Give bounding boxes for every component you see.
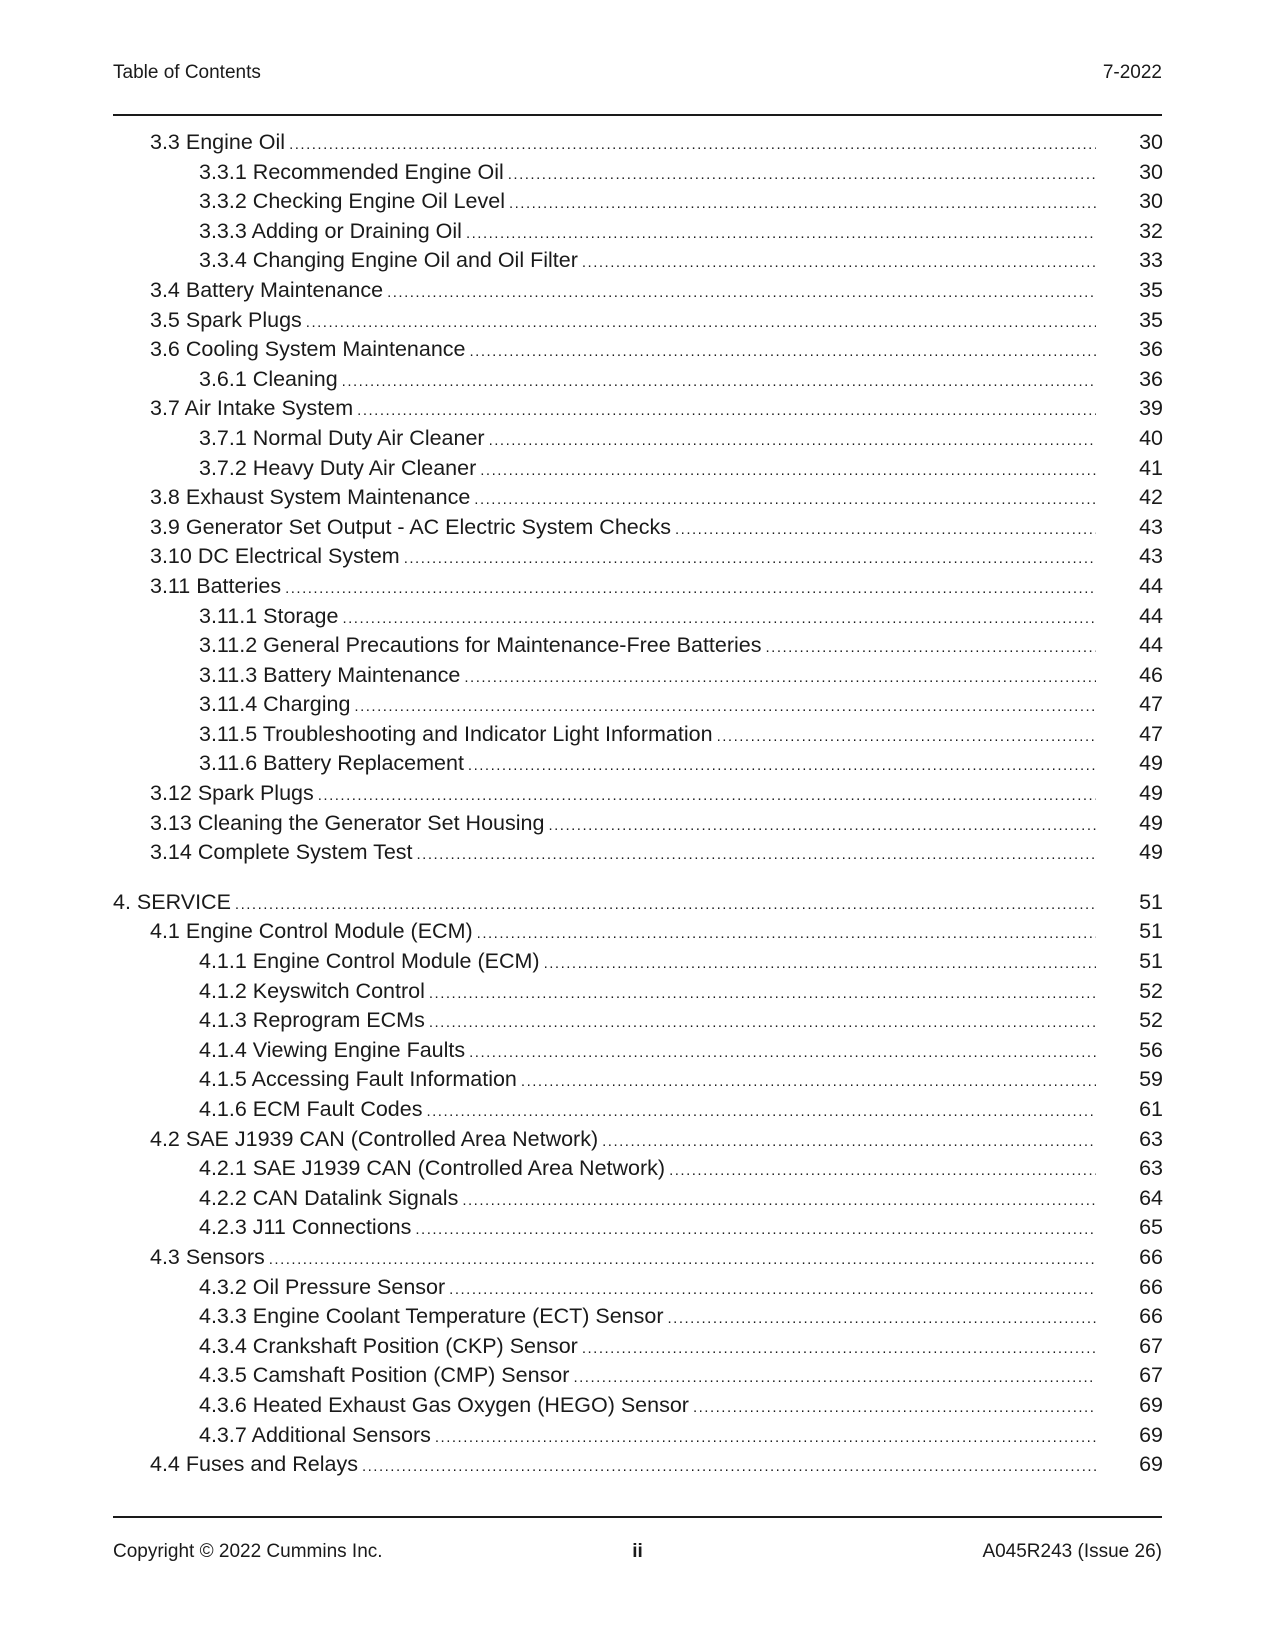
toc-entry-page: 39: [1139, 396, 1163, 421]
toc-entry[interactable]: [113, 1275, 1163, 1305]
dot-leader: [477, 925, 1096, 942]
dot-leader: [669, 1162, 1096, 1179]
toc-entry-leader: [113, 1363, 1096, 1388]
dot-leader: [435, 1429, 1096, 1446]
toc-entry[interactable]: [113, 278, 1163, 308]
toc-entry[interactable]: [113, 1393, 1163, 1423]
dot-leader: [462, 1192, 1096, 1209]
toc-entry-page: 43: [1139, 544, 1163, 569]
toc-entry-page: 33: [1139, 248, 1163, 273]
toc-entry-title: 3.3.3 Adding or Draining Oil: [199, 218, 462, 243]
toc-entry-title: 4.4 Fuses and Relays: [150, 1452, 358, 1477]
toc-entry[interactable]: [113, 811, 1163, 841]
toc-entry-title: 4.2.2 CAN Datalink Signals: [199, 1185, 459, 1210]
toc-entry-leader: [113, 130, 1096, 155]
toc-entry[interactable]: [113, 949, 1163, 979]
toc-entry-leader: [113, 574, 1096, 599]
dot-leader: [766, 639, 1097, 656]
toc-entry-title: 4.3.3 Engine Coolant Temperature (ECT) Sensor: [199, 1304, 664, 1329]
toc-entry[interactable]: [113, 1067, 1163, 1097]
toc-entry-title: 3.6 Cooling System Maintenance: [150, 337, 466, 362]
toc-entry-title: 4.1.6 ECM Fault Codes: [199, 1097, 423, 1121]
toc-entry[interactable]: [113, 979, 1163, 1009]
toc-entry-title: 3.7.2 Heavy Duty Air Cleaner: [199, 455, 477, 480]
toc-entry-title: 4.2.3 J11 Connections: [199, 1215, 412, 1240]
toc-entry[interactable]: [113, 544, 1163, 574]
toc-entry-leader: [113, 840, 1096, 865]
toc-entry-leader: [113, 1393, 1096, 1418]
toc-entry-page: 51: [1139, 889, 1163, 914]
toc-entry-page: 44: [1139, 633, 1163, 658]
dot-leader: [717, 728, 1096, 745]
toc-entry-leader: [113, 1067, 1096, 1092]
toc-entry[interactable]: [113, 604, 1163, 634]
toc-entry-leader: [113, 781, 1096, 806]
toc-entry[interactable]: [113, 219, 1163, 249]
dot-leader: [544, 955, 1096, 972]
toc-entry-title: 4.1 Engine Control Module (ECM): [150, 919, 473, 944]
toc-entry[interactable]: [113, 1215, 1163, 1245]
toc-entry[interactable]: [113, 840, 1163, 870]
toc-entry[interactable]: [113, 1186, 1163, 1216]
toc-entry-leader: [113, 396, 1096, 421]
toc-entry-page: 35: [1139, 307, 1163, 332]
toc-entry-leader: [113, 1215, 1096, 1240]
toc-entry-leader: [113, 979, 1096, 1004]
toc-entry-title: 3.11.3 Battery Maintenance: [199, 662, 461, 687]
toc-entry[interactable]: [113, 890, 1163, 920]
toc-entry-page: 47: [1139, 692, 1163, 717]
toc-entry-page: 63: [1139, 1126, 1163, 1151]
toc-entry-title: 3.8 Exhaust System Maintenance: [150, 485, 471, 510]
toc-entry[interactable]: [113, 1423, 1163, 1453]
toc-entry-page: 30: [1139, 130, 1163, 154]
toc-entry-leader: [113, 248, 1096, 273]
toc-entry-leader: [113, 1008, 1096, 1033]
toc-entry-title: 3.11.2 General Precautions for Maintenance-Free Batteries: [199, 633, 762, 658]
dot-leader: [306, 314, 1096, 331]
toc-entry-title: 3.11 Batteries: [150, 573, 282, 598]
toc-entry-leader: [113, 426, 1096, 451]
toc-entry-page: 51: [1139, 949, 1163, 974]
footer-divider: [113, 1516, 1162, 1518]
toc-entry[interactable]: [113, 367, 1163, 397]
toc-entry-page: 64: [1139, 1185, 1163, 1210]
toc-entry-page: 66: [1139, 1244, 1163, 1269]
toc-entry-page: 30: [1139, 159, 1163, 184]
toc-entry-page: 44: [1139, 603, 1163, 628]
toc-entry-title: 4.3.5 Camshaft Position (CMP) Sensor: [199, 1363, 570, 1388]
toc-entry[interactable]: [113, 456, 1163, 486]
toc-entry-leader: [113, 692, 1096, 717]
toc-entry-leader: [113, 544, 1096, 569]
toc-entry-leader: [113, 1097, 1096, 1122]
toc-entry-leader: [113, 1127, 1096, 1152]
toc-entry-page: 32: [1139, 218, 1163, 243]
toc-entry[interactable]: [113, 751, 1163, 781]
dot-leader: [548, 817, 1096, 834]
toc-entry[interactable]: [113, 1304, 1163, 1334]
toc-entry-leader: [113, 1423, 1096, 1448]
toc-entry-title: 4.3.2 Oil Pressure Sensor: [199, 1274, 446, 1299]
toc-entry-page: 35: [1139, 277, 1163, 302]
toc-entry-title: 3.11.5 Troubleshooting and Indicator Light Information: [199, 721, 713, 746]
toc-entry-page: 30: [1139, 189, 1163, 214]
toc-entry-page: 56: [1139, 1037, 1163, 1062]
toc-entry[interactable]: [113, 633, 1163, 663]
toc-entry-leader: [113, 811, 1096, 836]
toc-entry-title: 3.11.1 Storage: [199, 603, 339, 628]
toc-entry[interactable]: [113, 396, 1163, 426]
toc-entry-leader: [113, 515, 1096, 540]
toc-entry-page: 42: [1139, 485, 1163, 510]
toc-entry[interactable]: [113, 1334, 1163, 1364]
toc-entry[interactable]: [113, 485, 1163, 515]
toc-entry-title: 4.1.3 Reprogram ECMs: [199, 1008, 425, 1033]
toc-entry-leader: [113, 1245, 1096, 1270]
toc-entry-leader: [113, 308, 1096, 333]
toc-entry-page: 69: [1139, 1392, 1163, 1417]
dot-leader: [582, 1340, 1096, 1357]
toc-entry-leader: [113, 485, 1096, 510]
toc-entry-leader: [113, 633, 1096, 658]
toc-entry[interactable]: [113, 1245, 1163, 1275]
footer-document-id: A045R243 (Issue 26): [982, 1541, 1162, 1562]
toc-entry-title: 4.2.1 SAE J1939 CAN (Controlled Area Network): [199, 1156, 666, 1181]
toc-entry-page: 49: [1139, 840, 1163, 865]
toc-entry-page: 69: [1139, 1422, 1163, 1447]
toc-entry[interactable]: [113, 781, 1163, 811]
toc-entry-title: 4.2 SAE J1939 CAN (Controlled Area Network): [150, 1126, 599, 1151]
toc-entry-page: 65: [1139, 1215, 1163, 1240]
toc-entry-leader: [113, 1452, 1096, 1477]
toc-entry-page: 59: [1139, 1067, 1163, 1092]
toc-entry-page: 46: [1139, 662, 1163, 687]
toc-entry[interactable]: [113, 1156, 1163, 1186]
toc-entry-leader: [113, 219, 1096, 244]
toc-entry-title: 3.3.1 Recommended Engine Oil: [199, 159, 504, 184]
toc-entry-page: 36: [1139, 337, 1163, 362]
toc-entry[interactable]: [113, 1363, 1163, 1393]
toc-entry-title: 3.3.2 Checking Engine Oil Level: [199, 189, 505, 214]
dot-leader: [489, 432, 1096, 449]
dot-leader: [449, 1281, 1096, 1298]
toc-entry-leader: [113, 1334, 1096, 1359]
dot-leader: [289, 136, 1096, 153]
toc-entry-title: 3.10 DC Electrical System: [150, 544, 400, 569]
dot-leader: [480, 462, 1096, 479]
toc-entry[interactable]: [113, 189, 1163, 219]
toc-entry[interactable]: [113, 574, 1163, 604]
toc-entry-page: 52: [1139, 978, 1163, 1003]
toc-entry-title: 4. SERVICE: [113, 889, 231, 914]
toc-entry-title: 4.1.5 Accessing Fault Information: [199, 1067, 517, 1092]
dot-leader: [404, 550, 1096, 567]
toc-entry[interactable]: [113, 130, 1163, 160]
toc-entry-page: 36: [1139, 366, 1163, 391]
dot-leader: [235, 896, 1096, 913]
dot-leader: [429, 985, 1096, 1002]
toc-entry-title: 3.7 Air Intake System: [150, 396, 354, 421]
dot-leader: [342, 610, 1096, 627]
toc-entry-leader: [113, 1156, 1096, 1181]
toc-entry-page: 47: [1139, 721, 1163, 746]
toc-entry-leader: [113, 919, 1096, 944]
toc-entry-leader: [113, 1304, 1096, 1329]
dot-leader: [582, 254, 1096, 271]
toc-entry-title: 3.3 Engine Oil: [150, 130, 286, 154]
toc-entry-page: 66: [1139, 1274, 1163, 1299]
toc-entry-page: 49: [1139, 751, 1163, 776]
toc-entry-title: 3.9 Generator Set Output - AC Electric System Checks: [150, 514, 671, 539]
dot-leader: [318, 787, 1096, 804]
toc-entry-leader: [113, 337, 1096, 362]
dot-leader: [466, 225, 1096, 242]
page-header: [113, 62, 1162, 84]
toc-entry-page: 66: [1139, 1304, 1163, 1329]
toc-entry[interactable]: [113, 515, 1163, 545]
dot-leader: [668, 1310, 1097, 1327]
dot-leader: [357, 402, 1096, 419]
dot-leader: [417, 846, 1096, 863]
toc-entry[interactable]: [113, 160, 1163, 190]
toc-entry-title: 4.1.1 Engine Control Module (ECM): [199, 949, 540, 974]
toc-entry[interactable]: [113, 248, 1163, 278]
toc-entry-leader: [113, 663, 1096, 688]
toc-entry-leader: [113, 890, 1096, 915]
toc-entry-page: 61: [1139, 1097, 1163, 1121]
toc-entry-title: 3.4 Battery Maintenance: [150, 277, 384, 302]
dot-leader: [508, 166, 1096, 183]
dot-leader: [387, 284, 1096, 301]
toc-entry-title: 3.13 Cleaning the Generator Set Housing: [150, 810, 545, 835]
dot-leader: [429, 1014, 1096, 1031]
toc-entry[interactable]: [113, 919, 1163, 949]
dot-leader: [342, 373, 1096, 390]
toc-entry-title: 4.3.6 Heated Exhaust Gas Oxygen (HEGO) Sensor: [199, 1392, 689, 1417]
toc-entry-page: 67: [1139, 1363, 1163, 1388]
dot-leader: [426, 1103, 1096, 1120]
dot-leader: [269, 1251, 1096, 1268]
toc-entry-title: 3.6.1 Cleaning: [199, 366, 338, 391]
toc-entry-title: 3.11.4 Charging: [199, 692, 351, 717]
toc-entry-page: 67: [1139, 1333, 1163, 1358]
toc-entry-leader: [113, 1186, 1096, 1211]
toc-entry-title: 3.14 Complete System Test: [150, 840, 413, 865]
toc-entry[interactable]: [113, 722, 1163, 752]
toc-entry-leader: [113, 278, 1096, 303]
toc-entry-title: 3.11.6 Battery Replacement: [199, 751, 464, 776]
toc-entry[interactable]: [113, 308, 1163, 338]
footer-copyright: Copyright © 2022 Cummins Inc.: [113, 1541, 383, 1562]
header-section-title: Table of Contents: [113, 62, 261, 83]
toc-entry-leader: [113, 1275, 1096, 1300]
toc-entry-page: 49: [1139, 781, 1163, 806]
toc-entry-page: 40: [1139, 425, 1163, 450]
toc-entry[interactable]: [113, 1127, 1163, 1157]
header-divider: [113, 114, 1162, 116]
toc-entry-page: 44: [1139, 573, 1163, 598]
dot-leader: [521, 1073, 1096, 1090]
toc-entry-page: 41: [1139, 455, 1163, 480]
toc-entry-leader: [113, 160, 1096, 185]
toc-entry-page: 63: [1139, 1156, 1163, 1181]
toc-entry-leader: [113, 1038, 1096, 1063]
toc-entry-title: 4.3.4 Crankshaft Position (CKP) Sensor: [199, 1333, 578, 1358]
toc-entry[interactable]: [113, 692, 1163, 722]
toc-entry[interactable]: [113, 1097, 1163, 1127]
dot-leader: [469, 1044, 1096, 1061]
toc-entry-title: 3.3.4 Changing Engine Oil and Oil Filter: [199, 248, 578, 273]
dot-leader: [675, 521, 1096, 538]
toc-entry[interactable]: [113, 663, 1163, 693]
toc-entry[interactable]: [113, 337, 1163, 367]
toc-entry-title: 4.1.2 Keyswitch Control: [199, 978, 425, 1003]
toc-entry-leader: [113, 189, 1096, 214]
toc-entry-title: 3.5 Spark Plugs: [150, 307, 302, 332]
dot-leader: [470, 343, 1096, 360]
toc-entry-title: 3.12 Spark Plugs: [150, 781, 314, 806]
toc-entry-page: 43: [1139, 514, 1163, 539]
dot-leader: [509, 195, 1096, 212]
toc-entry[interactable]: [113, 1038, 1163, 1068]
dot-leader: [415, 1221, 1096, 1238]
toc-entry-title: 4.3 Sensors: [150, 1244, 265, 1269]
toc-entry-leader: [113, 456, 1096, 481]
toc-entry-title: 4.1.4 Viewing Engine Faults: [199, 1037, 466, 1062]
toc-entry-leader: [113, 722, 1096, 747]
toc-entry-page: 69: [1139, 1452, 1163, 1477]
dot-leader: [474, 491, 1096, 508]
toc-entry[interactable]: [113, 426, 1163, 456]
toc-entry-leader: [113, 604, 1096, 629]
header-date: 7-2022: [1102, 62, 1162, 83]
dot-leader: [693, 1399, 1096, 1416]
dot-leader: [464, 669, 1096, 686]
dot-leader: [602, 1133, 1096, 1150]
dot-leader: [354, 698, 1096, 715]
toc-entry-page: 49: [1139, 810, 1163, 835]
toc-entry-leader: [113, 751, 1096, 776]
footer-page-number: ii: [632, 1541, 643, 1562]
toc-entry-leader: [113, 949, 1096, 974]
toc-entry-title: 4.3.7 Additional Sensors: [199, 1422, 431, 1447]
dot-leader: [362, 1458, 1096, 1475]
toc-entry[interactable]: [113, 1008, 1163, 1038]
toc-entry-leader: [113, 367, 1096, 392]
dot-leader: [573, 1369, 1096, 1386]
toc-entry[interactable]: [113, 1452, 1163, 1482]
dot-leader: [285, 580, 1096, 597]
dot-leader: [468, 757, 1096, 774]
toc-entry-page: 52: [1139, 1008, 1163, 1033]
toc-entry-page: 51: [1139, 919, 1163, 944]
toc-entry-title: 3.7.1 Normal Duty Air Cleaner: [199, 425, 485, 450]
table-of-contents: [113, 130, 1163, 1482]
